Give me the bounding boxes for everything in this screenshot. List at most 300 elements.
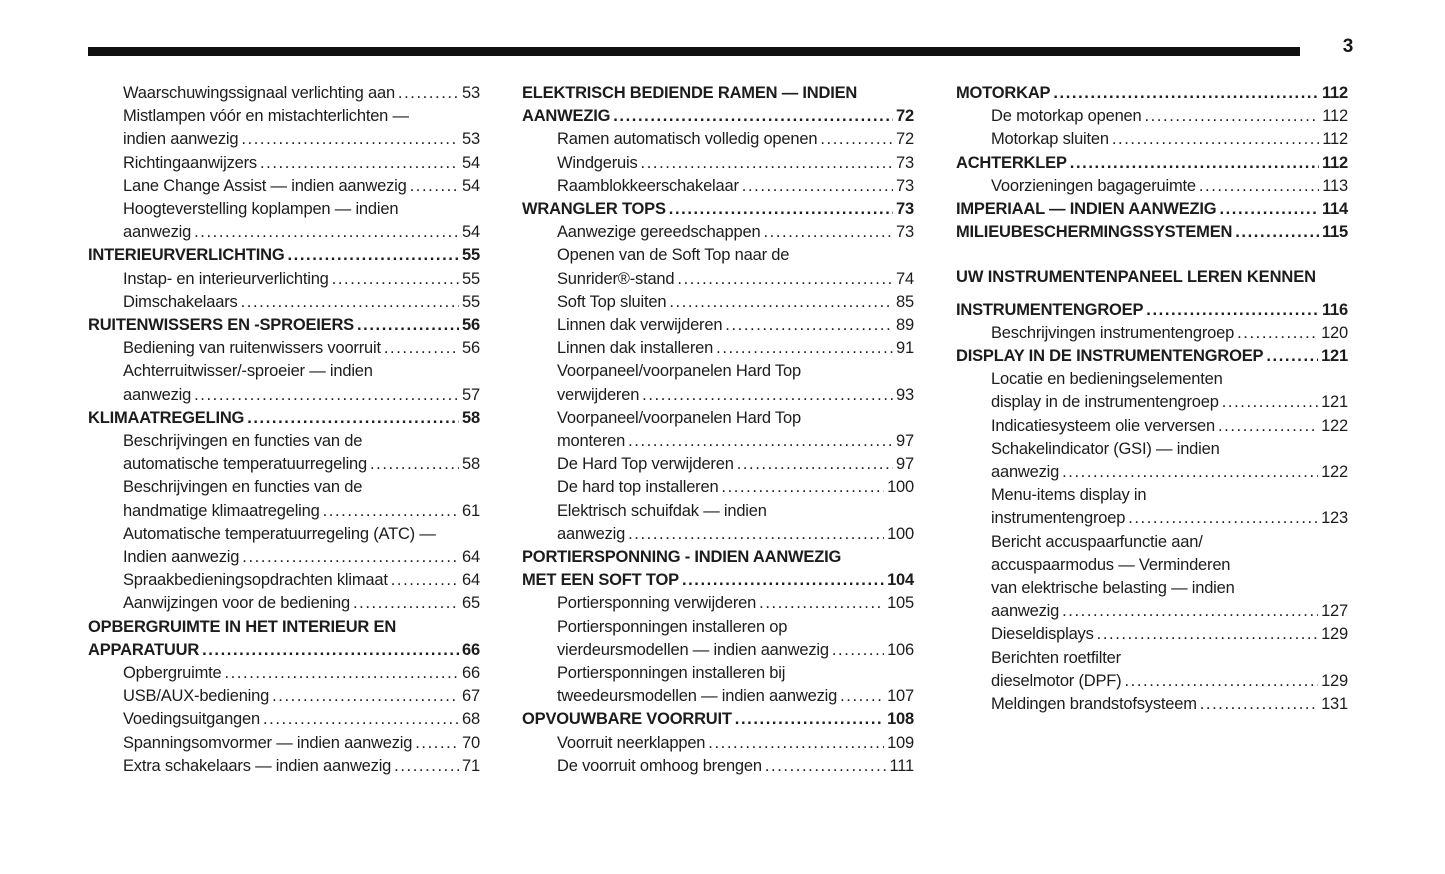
toc-entry-text: Aanwijzingen voor de bediening [123,594,350,613]
toc-page-number: 54 [462,153,480,172]
toc-page-number: 122 [1321,416,1348,435]
toc-page-number: 56 [462,316,480,335]
dot-leader [1218,415,1318,438]
dot-leader [263,708,459,731]
toc-page-number: 108 [887,710,914,729]
toc-entry-text: Portiersponningen installeren bij [557,664,786,683]
toc-section-entry [88,616,480,639]
dot-leader [1266,345,1318,368]
toc-page-number: 65 [462,594,480,613]
dot-leader [1219,198,1319,221]
dot-leader [642,384,893,407]
toc-entry-text: Automatische temperatuurregeling (ATC) — [123,524,436,543]
toc-entry-text: Extra schakelaars — indien aanwezig [123,756,392,775]
toc-entry [522,592,914,615]
dot-leader [1146,299,1319,322]
dot-leader [737,453,893,476]
toc-entry [88,685,480,708]
toc-page-number: 112 [1322,130,1348,149]
toc-entry-text: OPVOUWBARE VOORRUIT [522,710,732,729]
toc-entry [522,755,914,778]
toc-section-entry [522,708,914,731]
toc-entry-text: automatische temperatuurregeling [123,455,367,474]
toc-entry [956,600,1348,623]
toc-entry-text: PORTIERSPONNING - INDIEN AANWEZIG [522,548,842,567]
toc-entry-text: Voorzieningen bagageruimte [991,176,1196,195]
toc-entry-text: Linnen dak verwijderen [557,316,723,335]
dot-leader [415,732,459,755]
dot-leader [721,476,884,499]
toc-section-entry [88,407,480,430]
dot-leader [241,128,459,151]
dot-leader [669,291,893,314]
toc-section-entry [522,198,914,221]
toc-page-number: 97 [896,455,914,474]
dot-leader [272,685,459,708]
toc-page-number: 100 [887,478,914,497]
toc-entry [956,391,1348,414]
dot-leader [677,268,893,291]
toc-page-number: 127 [1321,602,1348,621]
toc-entry [522,268,914,291]
toc-entry [88,732,480,755]
toc-entry-text: Berichten roetfilter [991,648,1121,667]
toc-entry-text: IMPERIAAL — INDIEN AANWEZIG [956,200,1217,219]
toc-entry-text: INSTRUMENTENGROEP [956,300,1144,319]
toc-entry-text: handmatige klimaatregeling [123,501,320,520]
toc-entry-text: Mistlampen vóór en mistachterlichten — [123,107,409,126]
toc-entry-text: Dieseldisplays [991,625,1094,644]
toc-page-number: 64 [462,548,480,567]
toc-section-entry [88,244,480,267]
toc-page-number: 64 [462,571,480,590]
toc-entry-text: van elektrische belasting — indien [991,579,1235,598]
dot-leader [353,592,459,615]
toc-entry-text: Voorruit neerklappen [557,733,706,752]
toc-entry [88,476,480,499]
toc-entry-text: De motorkap openen [991,107,1142,126]
toc-page-number: 121 [1321,347,1348,366]
toc-entry-text: display in de instrumentengroep [991,393,1219,412]
toc-entry [956,670,1348,693]
toc-entry-text: Motorkap sluiten [991,130,1109,149]
toc-entry-text: Instap- en interieurverlichting [123,269,329,288]
toc-page-number: 91 [896,339,914,358]
toc-page-number: 57 [462,385,480,404]
toc-page-number: 112 [1321,84,1348,102]
dot-leader [708,732,884,755]
dot-leader [669,198,893,221]
toc-section-entry [88,314,480,337]
toc-entry-text: monteren [557,432,626,451]
toc-entry [522,360,914,383]
dot-leader [370,453,459,476]
toc-page-number: 122 [1321,463,1348,482]
toc-entry-text: De voorruit omhoog brengen [557,756,762,775]
toc-entry-text: RUITENWISSERS EN -SPROEIERS [88,316,354,335]
toc-section-entry [956,82,1348,105]
toc-section-entry [522,105,914,128]
toc-page-number: 129 [1321,671,1348,690]
toc-entry-text: Menu-items display in [991,486,1147,505]
toc-entry-text: Spanningsomvormer — indien aanwezig [123,733,413,752]
dot-leader [410,175,459,198]
toc-entry [88,360,480,383]
toc-entry-text: Portiersponningen installeren op [557,617,788,636]
dot-leader [628,523,884,546]
toc-entry [88,128,480,151]
toc-entry [88,569,480,592]
toc-entry-text: instrumentengroep [991,509,1126,528]
toc-entry [522,291,914,314]
toc-entry-text: Schakelindicator (GSI) — indien [991,439,1220,458]
toc-entry-text: Portiersponning verwijderen [557,594,757,613]
dot-leader [1145,105,1320,128]
toc-entry-text: accuspaarmodus — Verminderen [991,555,1231,574]
toc-entry-text: aanwezig [123,385,192,404]
toc-entry [522,453,914,476]
toc-entry-text: Indicatiesysteem olie verversen [991,416,1215,435]
dot-leader [224,662,459,685]
toc-entry [956,577,1348,600]
toc-page-number: 113 [1322,176,1348,195]
dot-leader [241,291,459,314]
toc-entry [88,175,480,198]
toc-column-1 [88,82,480,778]
toc-page-number: 58 [462,455,480,474]
toc-page-number: 104 [887,571,914,590]
toc-page-number: 68 [462,710,480,729]
dot-leader [759,592,884,615]
toc-entry-text: Locatie en bedieningselementen [991,370,1223,389]
toc-entry [88,708,480,731]
toc-entry [956,484,1348,507]
dot-leader [202,639,459,662]
toc-page-number: 109 [887,733,914,752]
toc-section-entry [522,82,914,105]
toc-page-number: 106 [887,640,914,659]
toc-entry-text: verwijderen [557,385,640,404]
toc-entry-text: aanwezig [991,602,1060,621]
toc-section-entry [956,299,1348,322]
toc-entry [956,175,1348,198]
dot-leader [765,755,887,778]
toc-entry-text: Beschrijvingen en functies van de [123,478,363,497]
toc-entry-text: Dimschakelaars [123,292,238,311]
toc-columns [88,82,1348,778]
toc-page-number: 73 [896,223,914,242]
dot-leader [1128,507,1318,530]
toc-entry-text: De Hard Top verwijderen [557,455,734,474]
toc-entry [956,105,1348,128]
toc-entry [88,221,480,244]
toc-entry [956,507,1348,530]
toc-entry [956,647,1348,670]
toc-section-entry [522,546,914,569]
toc-page-number: 70 [462,733,480,752]
toc-entry-text: aanwezig [991,463,1060,482]
toc-entry [522,407,914,430]
dot-leader [194,384,459,407]
toc-entry [522,175,914,198]
toc-entry [522,732,914,755]
toc-entry [522,430,914,453]
dot-leader [628,430,893,453]
toc-entry-text: Spraakbedieningsopdrachten klimaat [123,571,388,590]
toc-page-number: 89 [896,316,914,335]
toc-section-entry [956,345,1348,368]
toc-entry [522,221,914,244]
toc-entry [88,453,480,476]
toc-entry-text: USB/AUX-bediening [123,687,270,706]
toc-page-number: 85 [896,292,914,311]
toc-entry-text: DISPLAY IN DE INSTRUMENTENGROEP [956,347,1264,366]
toc-page-number: 121 [1321,393,1348,412]
dot-leader [398,82,459,105]
toc-page-number: 74 [896,269,914,288]
toc-entry-text: tweedeursmodellen — indien aanwezig [557,687,838,706]
dot-leader [832,639,884,662]
toc-entry-text: ACHTERKLEP [956,153,1067,172]
dot-leader [1235,221,1319,244]
toc-page-number: 72 [896,107,914,126]
toc-entry [522,152,914,175]
toc-page-number: 66 [462,640,480,659]
dot-leader [323,500,459,523]
toc-entry-text: AANWEZIG [522,107,611,126]
toc-entry [88,546,480,569]
toc-entry [88,105,480,128]
toc-entry [88,198,480,221]
toc-entry [956,128,1348,151]
toc-entry [956,461,1348,484]
toc-entry-text: Opbergruimte [123,664,222,683]
toc-entry [522,476,914,499]
toc-entry-text: Openen van de Soft Top naar de [557,246,790,265]
toc-entry [88,523,480,546]
toc-page-number: 73 [896,176,914,195]
dot-leader [1199,175,1319,198]
toc-entry-text: aanwezig [123,223,192,242]
toc-entry [522,662,914,685]
dot-leader [391,569,459,592]
dot-leader [682,569,884,592]
dot-leader [1062,461,1318,484]
toc-entry-text: Beschrijvingen instrumentengroep [991,323,1235,342]
toc-entry-text: Voedingsuitgangen [123,710,260,729]
toc-entry [522,244,914,267]
toc-page-number: 55 [462,269,480,288]
toc-entry-text: INTERIEURVERLICHTING [88,246,285,265]
toc-entry-text: Sunrider®-stand [557,269,675,288]
dot-leader [260,152,459,175]
toc-entry-text: aanwezig [557,524,626,543]
toc-entry [956,531,1348,554]
toc-entry [956,438,1348,461]
toc-page-number: 112 [1322,107,1348,126]
dot-leader [247,407,459,430]
toc-entry-text: Voorpaneel/voorpanelen Hard Top [557,362,801,381]
toc-page-number: 61 [462,501,480,520]
toc-entry-text: OPBERGRUIMTE IN HET INTERIEUR EN [88,617,397,636]
toc-page-number: 55 [462,292,480,311]
toc-entry [522,616,914,639]
page-number: 3 [1342,36,1354,57]
toc-entry-text: Bediening van ruitenwissers voorruit [123,339,381,358]
toc-page-number: 131 [1321,695,1348,714]
toc-entry-text: dieselmotor (DPF) [991,671,1122,690]
toc-page-number: 116 [1321,300,1348,319]
toc-section-entry [956,198,1348,221]
toc-page-number: 56 [462,339,480,358]
toc-entry-text: Richtingaanwijzers [123,153,257,172]
dot-leader [1097,623,1318,646]
toc-page-number: 72 [896,130,914,149]
toc-entry [88,430,480,453]
toc-entry-text: De hard top installeren [557,478,719,497]
toc-page-number: 93 [896,385,914,404]
toc-entry-text: WRANGLER TOPS [522,200,666,219]
toc-page-number: 67 [462,687,480,706]
toc-entry-text: Windgeruis [557,153,638,172]
toc-entry-text: Achterruitwisser/-sproeier — indien [123,362,373,381]
toc-page-number: 54 [462,176,480,195]
toc-entry-text: MET EEN SOFT TOP [522,571,679,590]
toc-page-number: 53 [462,130,480,149]
toc-entry [522,500,914,523]
toc-page-number: 111 [889,756,914,775]
toc-page-number: 53 [462,84,480,102]
dot-leader [613,105,893,128]
toc-entry [88,592,480,615]
top-rule [88,47,1300,56]
toc-entry [522,523,914,546]
toc-entry [956,322,1348,345]
toc-page-number: 105 [887,594,914,613]
toc-entry-text: indien aanwezig [123,130,239,149]
dot-leader [840,685,884,708]
dot-leader [641,152,894,175]
toc-entry-text: MOTORKAP [956,84,1051,102]
toc-entry [88,662,480,685]
dot-leader [242,546,459,569]
dot-leader [384,337,459,360]
toc-entry [88,152,480,175]
toc-entry-text: Ramen automatisch volledig openen [557,130,818,149]
toc-entry [88,384,480,407]
toc-entry [956,693,1348,716]
toc-entry [956,415,1348,438]
toc-page-number: 58 [462,408,480,427]
toc-page-number: 129 [1321,625,1348,644]
toc-entry [522,639,914,662]
dot-leader [725,314,893,337]
toc-entry-text: Bericht accuspaarfunctie aan/ [991,532,1203,551]
toc-entry [956,368,1348,391]
toc-entry [522,128,914,151]
toc-page-number: 123 [1321,509,1348,528]
toc-entry-text: Voorpaneel/voorpanelen Hard Top [557,408,801,427]
dot-leader [820,128,893,151]
toc-entry-text: Linnen dak installeren [557,339,714,358]
toc-page-number: 66 [462,664,480,683]
dot-leader [1070,152,1319,175]
toc-section-entry [956,221,1348,244]
toc-entry [522,384,914,407]
toc-entry [522,685,914,708]
dot-leader [1237,322,1318,345]
toc-entry-text: UW INSTRUMENTENPANEEL LEREN KENNEN [956,268,1316,287]
toc-entry-text: Soft Top sluiten [557,292,667,311]
toc-page-number: 114 [1321,200,1348,219]
toc-entry [88,755,480,778]
toc-entry-text: Waarschuwingssignaal verlichting aan [123,84,395,102]
toc-section-entry [956,152,1348,175]
toc-entry-text: Raamblokkeerschakelaar [557,176,739,195]
dot-leader [742,175,893,198]
toc-page-number: 97 [896,432,914,451]
toc-section-entry [88,639,480,662]
toc-entry-text: Meldingen brandstofsysteem [991,695,1197,714]
toc-page-number: 112 [1321,153,1348,172]
dot-leader [763,221,893,244]
toc-entry [522,337,914,360]
toc-entry-text: vierdeursmodellen — indien aanwezig [557,640,829,659]
toc-entry-text: Elektrisch schuifdak — indien [557,501,767,520]
toc-page-number: 115 [1321,223,1348,242]
toc-page-number: 120 [1321,323,1348,342]
dot-leader [1200,693,1318,716]
toc-entry [88,291,480,314]
toc-entry-text: Lane Change Assist — indien aanwezig [123,176,407,195]
dot-leader [394,755,459,778]
toc-column-3 [956,82,1348,778]
toc-entry-text: Aanwezige gereedschappen [557,223,761,242]
toc-entry-text: APPARATUUR [88,640,200,659]
toc-page-number: 107 [887,687,914,706]
dot-leader [1112,128,1319,151]
toc-entry-text: ELEKTRISCH BEDIENDE RAMEN — INDIEN [522,84,858,102]
dot-leader [1124,670,1318,693]
dot-leader [716,337,893,360]
toc-entry-text: Indien aanwezig [123,548,240,567]
toc-page-number: 73 [896,200,914,219]
dot-leader [332,268,459,291]
toc-section-entry [522,569,914,592]
toc-page-number: 73 [896,153,914,172]
toc-column-2 [522,82,914,778]
toc-page-number: 100 [887,524,914,543]
toc-entry-text: MILIEUBESCHERMINGSSYSTEMEN [956,223,1233,242]
dot-leader [287,244,459,267]
dot-leader [194,221,459,244]
dot-leader [357,314,459,337]
toc-entry [88,268,480,291]
toc-entry [88,337,480,360]
toc-entry-text: Hoogteverstelling koplampen — indien [123,200,399,219]
toc-page-number: 71 [462,756,480,775]
dot-leader [735,708,884,731]
toc-entry [522,314,914,337]
toc-entry [88,82,480,105]
toc-entry-text: Beschrijvingen en functies van de [123,432,363,451]
dot-leader [1222,391,1318,414]
toc-entry [956,554,1348,577]
toc-page-number: 55 [462,246,480,265]
toc-entry-text: KLIMAATREGELING [88,408,245,427]
dot-leader [1053,82,1319,105]
chapter-heading [956,266,1348,289]
